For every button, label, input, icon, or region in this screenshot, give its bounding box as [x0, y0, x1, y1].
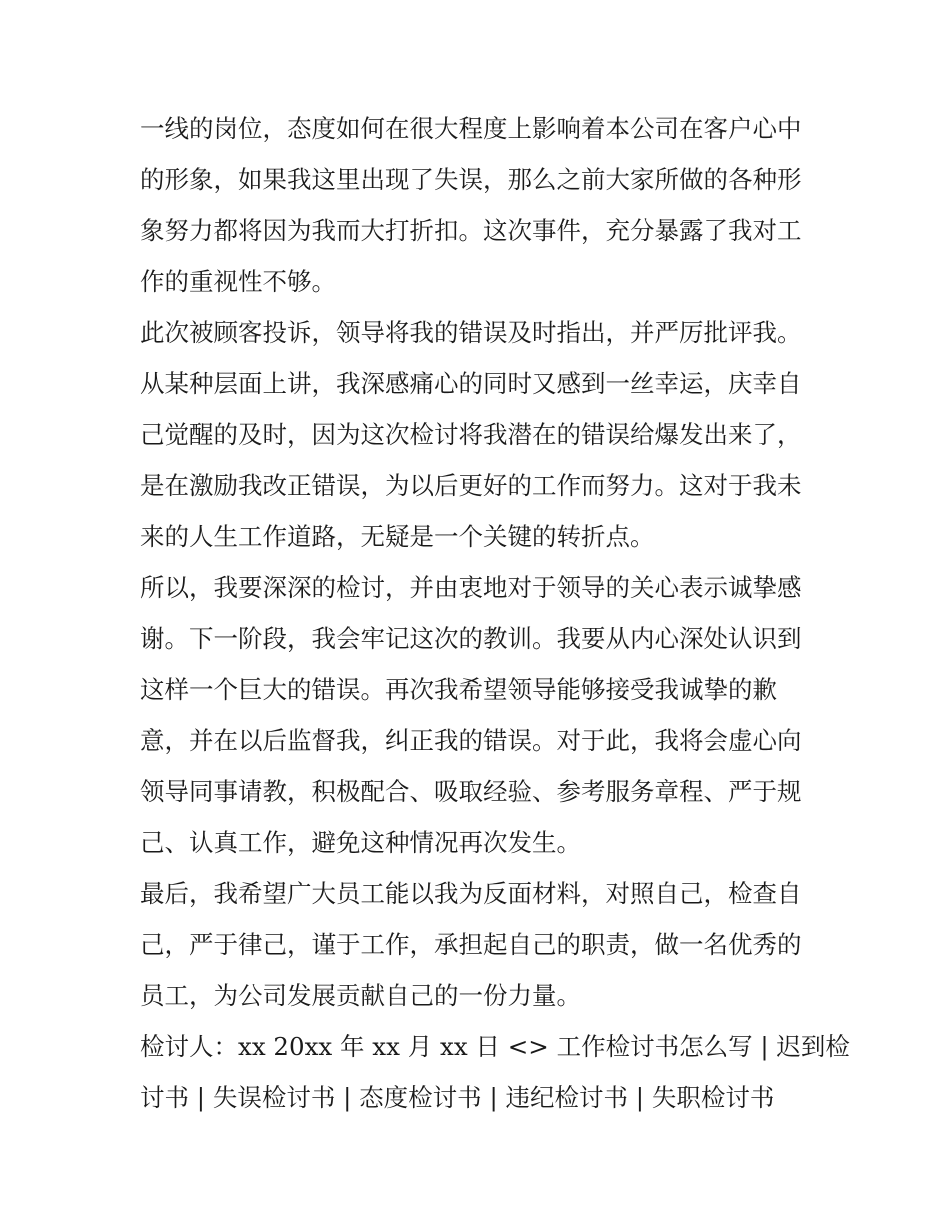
text-line: 谢。下一阶段，我会牢记这次的教训。我要从内心深处认识到	[140, 624, 802, 653]
text-line: 一线的岗位，态度如何在很大程度上影响着本公司在客户心中	[140, 114, 802, 143]
signature-line: 检讨人：xx 20xx 年 xx 月 xx 日 <> 工作检讨书怎么写 | 迟到检	[140, 1032, 850, 1061]
document-body	[140, 103, 850, 1123]
text-line: 领导同事请教，积极配合、吸取经验、参考服务章程、严于规	[140, 777, 802, 806]
text-line: 所以，我要深深的检讨，并由衷地对于领导的关心表示诚挚感	[140, 573, 802, 602]
text-line: 是在激励我改正错误，为以后更好的工作而努力。这对于我未	[140, 471, 802, 500]
text-line: 最后，我希望广大员工能以我为反面材料，对照自己，检查自	[140, 879, 802, 908]
text-line: 意，并在以后监督我，纠正我的错误。对于此，我将会虚心向	[140, 726, 802, 755]
text-line: 来的人生工作道路，无疑是一个关键的转折点。	[140, 522, 655, 551]
text-line: 己，严于律己，谨于工作，承担起自己的职责，做一名优秀的	[140, 930, 802, 959]
text-line: 己觉醒的及时，因为这次检讨将我潜在的错误给爆发出来了，	[140, 420, 802, 449]
related-links-line: 讨书 | 失误检讨书 | 态度检讨书 | 违纪检讨书 | 失职检讨书	[140, 1083, 775, 1112]
text-line: 的形象，如果我这里出现了失误，那么之前大家所做的各种形	[140, 165, 802, 194]
text-line: 这样一个巨大的错误。再次我希望领导能够接受我诚挚的歉	[140, 675, 777, 704]
text-line: 从某种层面上讲，我深感痛心的同时又感到一丝幸运，庆幸自	[140, 369, 802, 398]
text-line: 己、认真工作，避免这种情况再次发生。	[140, 828, 581, 857]
text-line: 象努力都将因为我而大打折扣。这次事件，充分暴露了我对工	[140, 216, 802, 245]
text-line: 此次被顾客投诉，领导将我的错误及时指出，并严厉批评我。	[140, 318, 802, 347]
text-line: 作的重视性不够。	[140, 267, 336, 296]
text-line: 员工，为公司发展贡献自己的一份力量。	[140, 981, 581, 1010]
